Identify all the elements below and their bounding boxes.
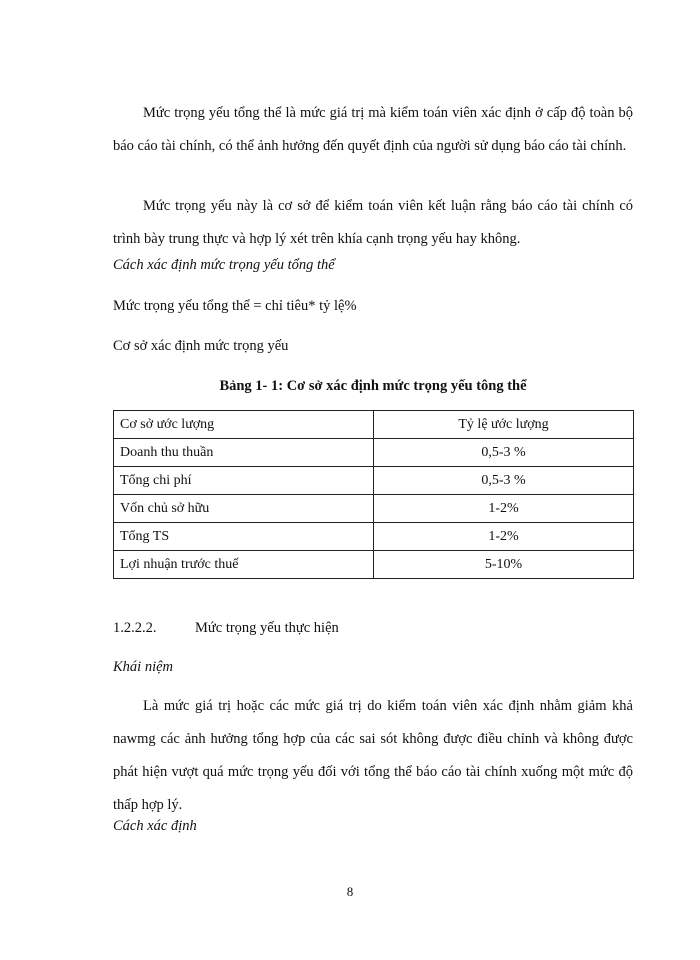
table-cell: Doanh thu thuần: [114, 439, 374, 467]
table-cell: Lợi nhuận trước thuế: [114, 551, 374, 579]
table-header-row: [114, 411, 634, 439]
table-row: [114, 495, 634, 523]
table-cell: Vốn chủ sở hữu: [114, 495, 374, 523]
table-row: [114, 439, 634, 467]
basis-heading: Cơ sở xác định mức trọng yếu: [113, 338, 289, 354]
section-number: 1.2.2.2.: [113, 620, 157, 636]
header-cell: Cơ sở ước lượng: [114, 411, 374, 439]
table-cell: Tổng chi phí: [114, 467, 374, 495]
table-cell: Tổng TS: [114, 523, 374, 551]
table-caption: Bảng 1- 1: Cơ sở xác định mức trọng yếu tông thể: [219, 378, 527, 394]
header-cell: Tỷ lệ ước lượng: [374, 411, 634, 439]
materiality-table: [113, 410, 634, 579]
section-title: Mức trọng yếu thực hiện: [195, 620, 339, 636]
table-cell: 0,5-3 %: [374, 467, 634, 495]
concept-heading: Khái niệm: [113, 659, 174, 675]
method-heading: Cách xác định mức trọng yếu tổng thể: [113, 257, 335, 273]
formula-line: Mức trọng yếu tổng thể = chỉ tiêu* tỷ lệ%: [113, 298, 357, 314]
page-number: 8: [346, 884, 354, 899]
table-row: [114, 523, 634, 551]
paragraph-performance-materiality: Là mức giá trị hoặc các mức giá trị do kiểm toán viên xác định nhằm giảm khả nawmg các ảnh hưởng tổng hợp của các sai sót không được điều chỉnh và không được phát hiện vượt quá mức trọng yếu đối với tổng thể báo cáo tài chính xuống một mức độ thấp hợp lý.: [113, 698, 633, 813]
table-row: [114, 467, 634, 495]
table-cell: 1-2%: [374, 495, 634, 523]
paragraph-materiality-basis: Mức trọng yếu này là cơ sở để kiểm toán viên kết luận rằng báo cáo tài chính có trình bày trung thực và hợp lý xét trên khía cạnh trọng yếu hay không.: [113, 198, 633, 247]
table-row: [114, 551, 634, 579]
paragraph-overall-materiality: Mức trọng yếu tổng thể là mức giá trị mà kiểm toán viên xác định ở cấp độ toàn bộ báo cáo tài chính, có thể ảnh hưởng đến quyết định của người sử dụng báo cáo tài chính.: [113, 105, 633, 154]
method-heading-2: Cách xác định: [113, 818, 197, 834]
table-cell: 5-10%: [374, 551, 634, 579]
table-cell: 1-2%: [374, 523, 634, 551]
table-cell: 0,5-3 %: [374, 439, 634, 467]
